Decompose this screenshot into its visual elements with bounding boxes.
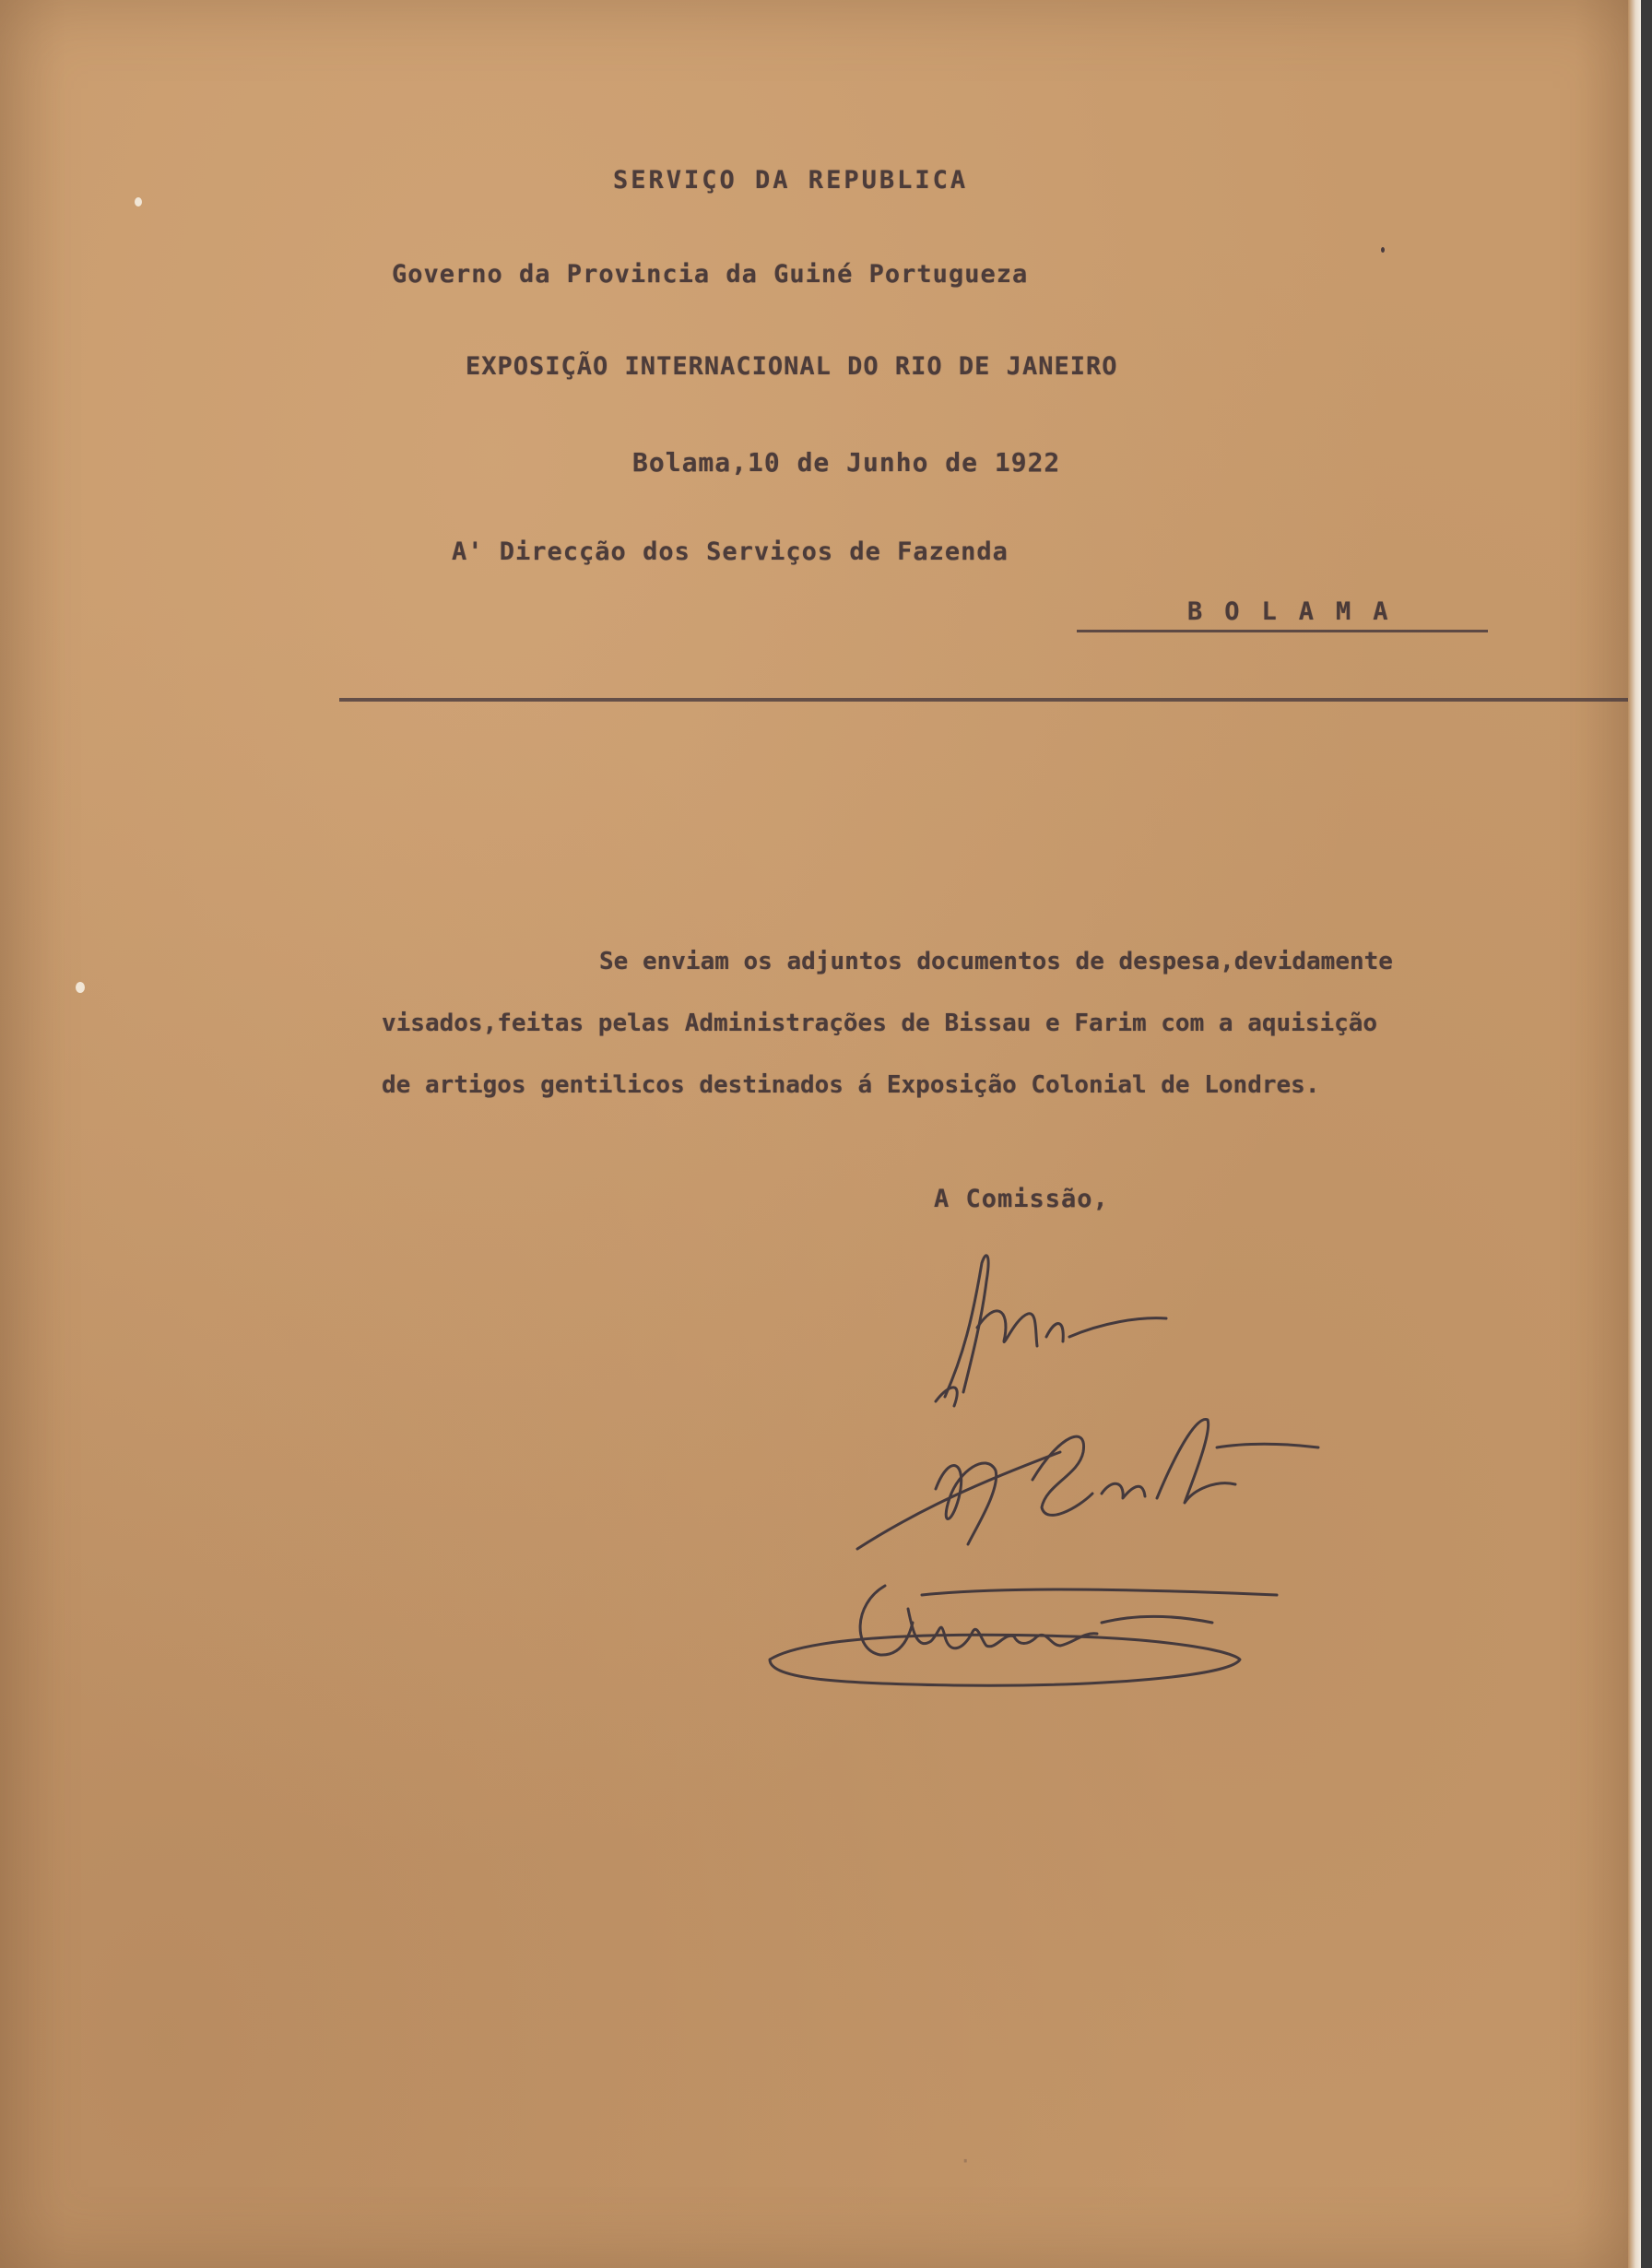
letterhead-government: Governo da Provincia da Guiné Portugueza <box>392 260 1029 289</box>
body-line: visados,feitas pelas Administrações de Bissau e Farim com a aquisição <box>382 1010 1378 1037</box>
body-line: Se enviam os adjuntos documentos de despesa,devidamente <box>599 948 1393 975</box>
body-line: de artigos gentilicos destinados á Exposição Colonial de Londres. <box>382 1071 1320 1099</box>
paper-speck <box>1381 247 1385 253</box>
paper-speck <box>76 982 85 993</box>
recipient-line: A' Direcção dos Serviços de Fazenda <box>452 537 1009 566</box>
recipient-city: BOLAMA <box>1187 597 1410 626</box>
signature-3 <box>751 1567 1286 1696</box>
paper-speck <box>135 197 142 207</box>
date-line: Bolama,10 de Junho de 1922 <box>632 447 1061 478</box>
signature-2 <box>848 1397 1328 1563</box>
city-underline <box>1077 630 1488 632</box>
letterhead-exposition: EXPOSIÇÃO INTERNACIONAL DO RIO DE JANEIRO <box>466 352 1118 381</box>
letter-body <box>382 931 1635 1116</box>
page-mark: · <box>959 2148 973 2174</box>
signature-1 <box>908 1245 1185 1420</box>
letterhead-service: SERVIÇO DA REPUBLICA <box>613 166 969 195</box>
page-edge <box>1628 0 1641 2268</box>
header-divider <box>339 698 1641 702</box>
closing-line: A Comissão, <box>934 1185 1109 1213</box>
